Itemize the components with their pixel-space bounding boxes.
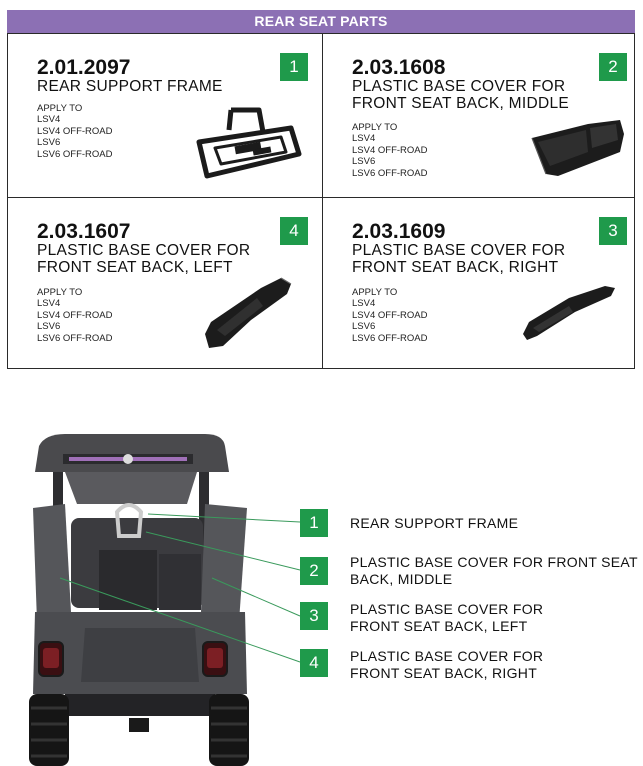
apply-model: LSV4 OFF-ROAD xyxy=(37,309,113,321)
rear-support-frame-image xyxy=(193,104,305,184)
apply-heading: APPLY TO xyxy=(352,287,398,298)
apply-model: LSV6 xyxy=(352,156,376,168)
legend-label: PLASTIC BASE COVER FOR FRONT SEAT BACK, MIDDLE xyxy=(350,554,638,587)
legend-label: PLASTIC BASE COVER FOR FRONT SEAT BACK, LEFT xyxy=(350,601,544,634)
part-code: 2.01.2097 xyxy=(37,56,131,79)
part-title: PLASTIC BASE COVER FOR FRONT SEAT BACK, MIDDLE xyxy=(352,78,570,112)
legend-badge: 3 xyxy=(300,602,328,630)
section-header xyxy=(7,10,635,33)
apply-model: LSV4 OFF-ROAD xyxy=(352,309,428,321)
part-number-badge: 1 xyxy=(280,53,308,81)
part-number-badge: 3 xyxy=(599,217,627,245)
part-card-middle-cover xyxy=(323,34,636,197)
apply-heading: APPLY TO xyxy=(37,287,83,298)
middle-cover-image xyxy=(528,112,628,184)
apply-model: LSV4 xyxy=(37,114,61,126)
apply-model: LSV6 xyxy=(352,321,376,333)
part-title: PLASTIC BASE COVER FOR FRONT SEAT BACK, LEFT xyxy=(37,242,251,276)
part-card-rear-support-frame xyxy=(8,34,321,197)
part-title: REAR SUPPORT FRAME xyxy=(37,78,223,95)
apply-heading: APPLY TO xyxy=(352,122,398,133)
apply-model: LSV4 OFF-ROAD xyxy=(37,125,113,137)
apply-heading: APPLY TO xyxy=(37,103,83,114)
apply-list xyxy=(37,287,113,344)
parts-grid xyxy=(7,33,635,369)
part-title: PLASTIC BASE COVER FOR FRONT SEAT BACK, RIGHT xyxy=(352,242,566,276)
legend-label: PLASTIC BASE COVER FOR FRONT SEAT BACK, RIGHT xyxy=(350,648,544,681)
part-number-badge: 2 xyxy=(599,53,627,81)
apply-model: LSV4 xyxy=(37,298,61,310)
apply-model: LSV6 xyxy=(37,321,61,333)
apply-model: LSV4 xyxy=(352,298,376,310)
legend-label: REAR SUPPORT FRAME xyxy=(350,515,519,531)
legend-badge: 1 xyxy=(300,509,328,537)
section-title: REAR SEAT PARTS xyxy=(254,13,388,29)
part-code: 2.03.1609 xyxy=(352,220,446,243)
apply-model: LSV6 OFF-ROAD xyxy=(37,332,113,344)
part-number-badge: 4 xyxy=(280,217,308,245)
apply-list xyxy=(352,122,428,179)
apply-list xyxy=(37,103,113,160)
right-cover-image xyxy=(519,282,619,344)
apply-model: LSV4 OFF-ROAD xyxy=(352,144,428,156)
apply-list xyxy=(352,287,428,344)
part-card-left-cover xyxy=(8,198,321,361)
apply-model: LSV6 OFF-ROAD xyxy=(37,148,113,160)
part-code: 2.03.1608 xyxy=(352,56,446,79)
apply-model: LSV6 OFF-ROAD xyxy=(352,167,428,179)
legend-badge: 2 xyxy=(300,557,328,585)
left-cover-image xyxy=(201,274,297,352)
legend-badge: 4 xyxy=(300,649,328,677)
part-code: 2.03.1607 xyxy=(37,220,131,243)
apply-model: LSV4 xyxy=(352,133,376,145)
part-card-right-cover xyxy=(323,198,636,361)
apply-model: LSV6 xyxy=(37,137,61,149)
apply-model: LSV6 OFF-ROAD xyxy=(352,332,428,344)
golf-cart-rear-photo xyxy=(25,432,255,766)
